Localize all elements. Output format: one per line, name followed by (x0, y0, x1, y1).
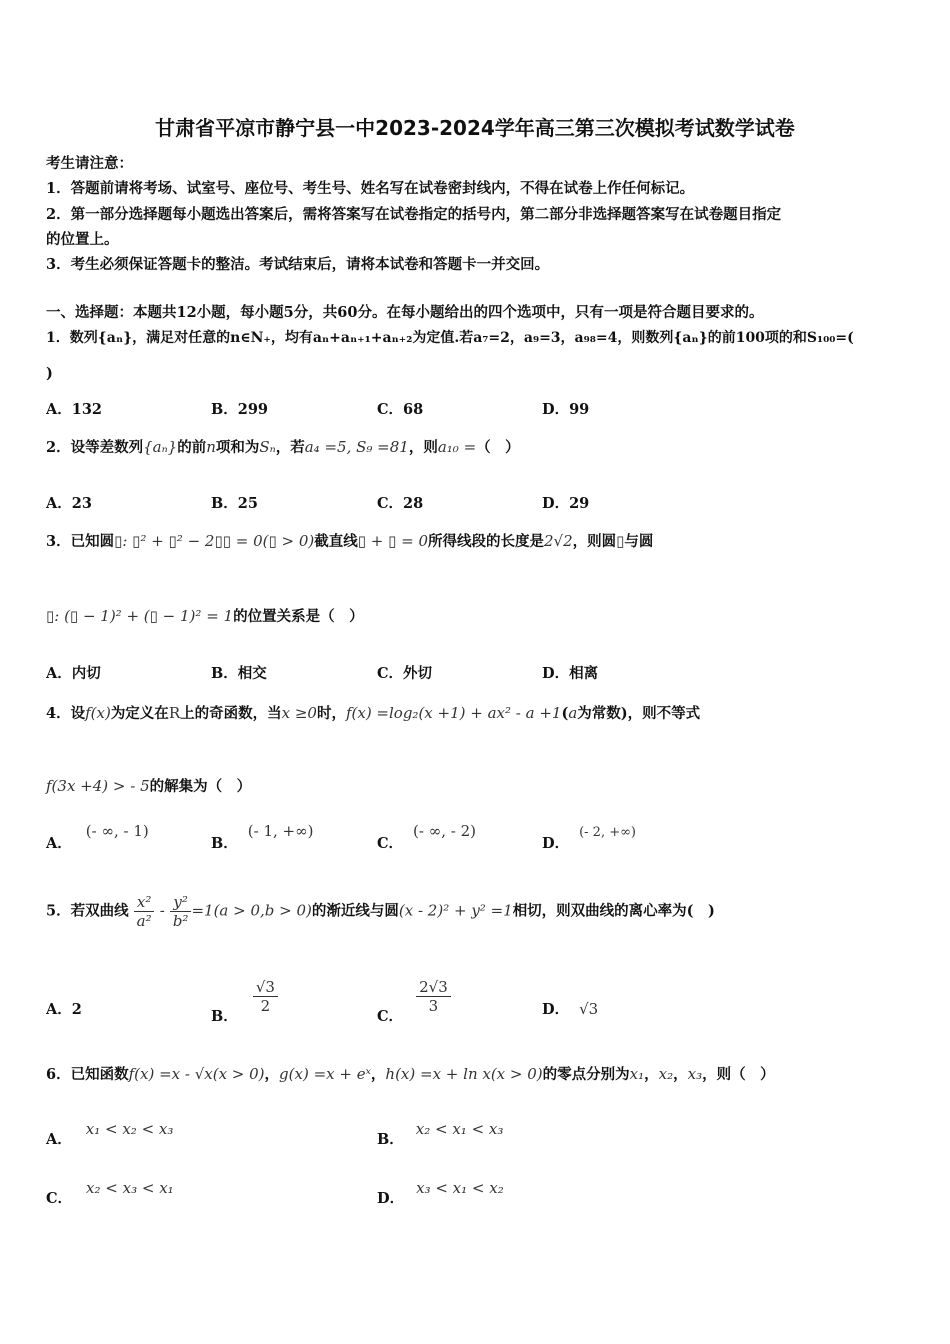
question-3-stem-cont: ▯: (▯ − 1)² + (▯ − 1)² = 1的位置关系是（ ） (46, 607, 364, 625)
question-4-stem: 4．设f(x)为定义在R上的奇函数，当x ≥0时，f(x) =log₂(x +1) + ax² - a +1(a为常数)，则不等式 (46, 704, 701, 722)
question-5-option-c[interactable]: C． $\frac{2√3}{3}$ (377, 978, 451, 1015)
question-3-option-a[interactable]: A．内切 (46, 665, 101, 682)
question-6-stem: 6．已知函数f(x) =x - √x(x > 0)，g(x) =x + eˣ，h(x) =x + ln x(x > 0)的零点分别为x₁，x₂，x₃，则（ ） (46, 1065, 775, 1083)
question-6-option-a[interactable]: A．x₁ < x₂ < x₃ (46, 1120, 174, 1148)
notice-item-3: 3．考生必须保证答题卡的整洁。考试结束后，请将本试卷和答题卡一并交回。 (46, 256, 550, 273)
question-3-option-b[interactable]: B．相交 (211, 665, 267, 682)
notice-item-2: 2．第一部分选择题每小题选出答案后，需将答案写在试卷指定的括号内，第二部分非选择题答案写在试卷题目指定 (46, 206, 782, 223)
question-5-option-a[interactable]: A．2 (46, 1001, 82, 1018)
question-5-option-b[interactable]: B． $\frac{√3}{2}$ (211, 978, 278, 1015)
notice-heading: 考生请注意： (46, 155, 133, 172)
question-5-option-d[interactable]: D． √3 (542, 1000, 599, 1018)
question-2-stem: 2．设等差数列{aₙ}的前n项和为Sₙ，若a₄ =5, S₉ =81，则a₁₀ =（ ） (46, 438, 520, 456)
question-6-option-d[interactable]: D．x₃ < x₁ < x₂ (377, 1179, 504, 1207)
question-4-option-d[interactable]: D．(- 2, +∞) (542, 825, 637, 852)
question-1-stem: 1．数列{aₙ}，满足对任意的n∈N₊，均有aₙ+aₙ₊₁+aₙ₊₂为定值.若a₇=2，a₉=3，a₉₈=4，则数列{aₙ}的前100项的和S₁₀₀=( (46, 330, 854, 346)
question-3-option-c[interactable]: C．外切 (377, 665, 433, 682)
question-1-option-c[interactable]: C．68 (377, 401, 424, 418)
question-2-option-c[interactable]: C．28 (377, 495, 424, 512)
question-1-stem-end: ) (46, 365, 53, 382)
question-4-option-c[interactable]: C．(- ∞, - 2) (377, 822, 476, 852)
notice-item-2-cont: 的位置上。 (46, 231, 119, 248)
question-6-option-c[interactable]: C．x₂ < x₃ < x₁ (46, 1179, 174, 1207)
question-4-option-a[interactable]: A．(- ∞, - 1) (46, 822, 149, 852)
page-title: 甘肃省平凉市静宁县一中2023-2024学年高三第三次模拟考试数学试卷 (155, 116, 795, 140)
question-2-option-d[interactable]: D．29 (542, 495, 590, 512)
question-2-option-b[interactable]: B．25 (211, 495, 258, 512)
notice-item-1: 1．答题前请将考场、试室号、座位号、考生号、姓名写在试卷密封线内，不得在试卷上作任何标记。 (46, 180, 695, 197)
question-6-option-b[interactable]: B．x₂ < x₁ < x₃ (377, 1120, 504, 1148)
question-1-option-a[interactable]: A．132 (46, 401, 103, 418)
question-3-option-d[interactable]: D．相离 (542, 665, 599, 682)
question-2-option-a[interactable]: A．23 (46, 495, 92, 512)
question-1-option-b[interactable]: B．299 (211, 401, 269, 418)
question-3-stem: 3．已知圆▯: ▯² + ▯² − 2▯▯ = 0(▯ > 0)截直线▯ + ▯ = 0所得线段的长度是2√2，则圆▯与圆 (46, 532, 654, 550)
question-4-stem-cont: f(3x +4) > - 5的解集为（ ） (46, 777, 252, 795)
question-5-stem: 5．若双曲线 $\frac{\text{x²}}{\text{a²}}$ - $\frac{\text{y²}}{\text{b²}}$ =1(a > 0,b > 0)的渐近线与圆(x - 2)² + y² =1相切，则双曲线的离心率为( ) (46, 893, 715, 930)
question-4-option-b[interactable]: B．(- 1, +∞) (211, 822, 314, 852)
question-1-option-d[interactable]: D．99 (542, 401, 590, 418)
section-heading: 一、选择题：本题共12小题，每小题5分，共60分。在每小题给出的四个选项中，只有一项是符合题目要求的。 (46, 304, 764, 321)
